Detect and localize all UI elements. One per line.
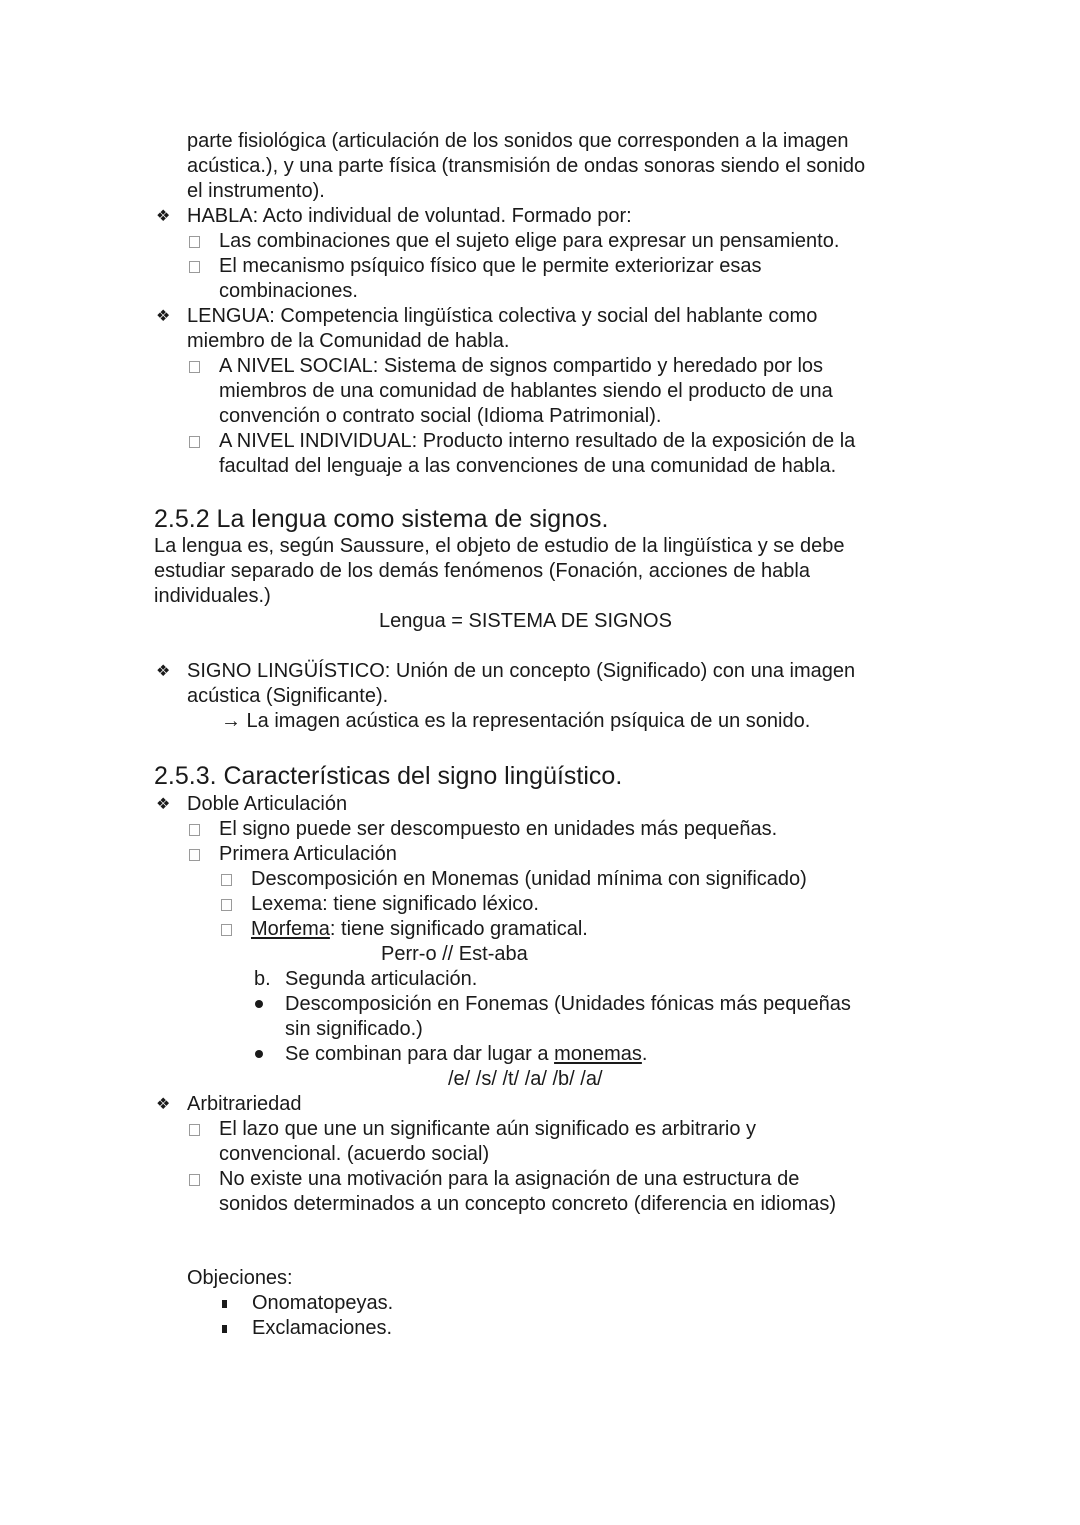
dot-bullet-icon: [255, 1050, 263, 1058]
square-bullet-icon: [222, 1325, 227, 1333]
paragraph-line: estudiar separado de los demás fenómenos (Fonación, acciones de habla: [154, 560, 810, 582]
section-heading: 2.5.3. Características del signo lingüístico.: [154, 762, 623, 790]
list-item: [251, 917, 588, 942]
formula: Lengua = SISTEMA DE SIGNOS: [379, 610, 672, 632]
list-item: convención o contrato social (Idioma Patrimonial).: [219, 405, 662, 427]
box-bullet-icon: [189, 849, 200, 861]
objeciones-title: Objeciones:: [187, 1267, 293, 1289]
arbitrariedad-title: Arbitrariedad: [187, 1093, 302, 1115]
box-bullet-icon: [221, 899, 232, 911]
diamond-bullet-icon: ❖: [156, 796, 171, 813]
habla-title: HABLA: Acto individual de voluntad. Formado por:: [187, 205, 632, 227]
paragraph-line: individuales.): [154, 585, 271, 607]
box-bullet-icon: [221, 874, 232, 886]
list-item: Segunda articulación.: [285, 968, 478, 990]
diamond-bullet-icon: ❖: [156, 308, 171, 325]
monemas-term: monemas: [554, 1043, 642, 1065]
list-item: El mecanismo psíquico físico que le permite exteriorizar esas: [219, 255, 762, 277]
list-item: Lexema: tiene significado léxico.: [251, 893, 539, 915]
list-item: Exclamaciones.: [252, 1317, 393, 1339]
list-marker: b.: [254, 968, 271, 990]
example: Perr-o // Est-aba: [381, 943, 528, 965]
list-item: El signo puede ser descompuesto en unidades más pequeñas.: [219, 818, 778, 840]
list-item: No existe una motivación para la asignación de una estructura de: [219, 1168, 800, 1190]
list-item: facultad del lenguaje a las convenciones de una comunidad de habla.: [219, 455, 837, 477]
diamond-bullet-icon: ❖: [156, 663, 171, 680]
box-bullet-icon: [221, 924, 232, 936]
signo-definition: acústica (Significante).: [187, 685, 389, 707]
diamond-bullet-icon: ❖: [156, 1096, 171, 1113]
signo-definition: SIGNO LINGÜÍSTICO: Unión de un concepto (Significado) con una imagen: [187, 660, 856, 682]
list-item: Las combinaciones que el sujeto elige para expresar un pensamiento.: [219, 230, 840, 252]
list-item: Onomatopeyas.: [252, 1292, 394, 1314]
list-item: El lazo que une un significante aún significado es arbitrario y: [219, 1118, 756, 1140]
list-item: Primera Articulación: [219, 843, 397, 865]
box-bullet-icon: [189, 361, 200, 373]
list-item: Descomposición en Fonemas (Unidades fónicas más pequeñas: [285, 993, 851, 1015]
box-bullet-icon: [189, 1124, 200, 1136]
list-item: sonidos determinados a un concepto concreto (diferencia en idiomas): [219, 1193, 837, 1215]
box-bullet-icon: [189, 261, 200, 273]
paragraph-line: La lengua es, según Saussure, el objeto de estudio de la lingüística y se debe: [154, 535, 845, 557]
lengua-title: LENGUA: Competencia lingüística colectiva y social del hablante como: [187, 305, 818, 327]
list-item: A NIVEL SOCIAL: Sistema de signos compartido y heredado por los: [219, 355, 824, 377]
morfema-term: Morfema: [251, 918, 330, 940]
square-bullet-icon: [222, 1300, 227, 1308]
diamond-bullet-icon: ❖: [156, 208, 171, 225]
section-heading: 2.5.2 La lengua como sistema de signos.: [154, 505, 609, 533]
box-bullet-icon: [189, 236, 200, 248]
morfema-definition: : tiene significado gramatical.: [329, 918, 588, 940]
list-item: convencional. (acuerdo social): [219, 1143, 490, 1165]
list-item: sin significado.): [285, 1018, 423, 1040]
box-bullet-icon: [189, 1174, 200, 1186]
list-item: combinaciones.: [219, 280, 358, 302]
dot-bullet-icon: [255, 1000, 263, 1008]
list-item: A NIVEL INDIVIDUAL: Producto interno resultado de la exposición de la: [219, 430, 856, 452]
list-item: Descomposición en Monemas (unidad mínima con significado): [251, 868, 807, 890]
doble-title: Doble Articulación: [187, 793, 348, 815]
box-bullet-icon: [189, 436, 200, 448]
list-item: [285, 1042, 647, 1067]
arrow-note: → La imagen acústica es la representación psíquica de un sonido.: [221, 710, 811, 732]
combinan-text: Se combinan para dar lugar a: [285, 1043, 555, 1065]
list-item: miembros de una comunidad de hablantes siendo el producto de una: [219, 380, 833, 402]
lengua-title: miembro de la Comunidad de habla.: [187, 330, 510, 352]
example: /e/ /s/ /t/ /a/ /b/ /a/: [448, 1068, 603, 1090]
period: .: [641, 1043, 648, 1065]
continuation-line: parte fisiológica (articulación de los sonidos que corresponden a la imagen: [187, 130, 849, 152]
continuation-line: el instrumento).: [187, 180, 325, 202]
box-bullet-icon: [189, 824, 200, 836]
continuation-line: acústica.), y una parte física (transmisión de ondas sonoras siendo el sonido: [187, 155, 866, 177]
